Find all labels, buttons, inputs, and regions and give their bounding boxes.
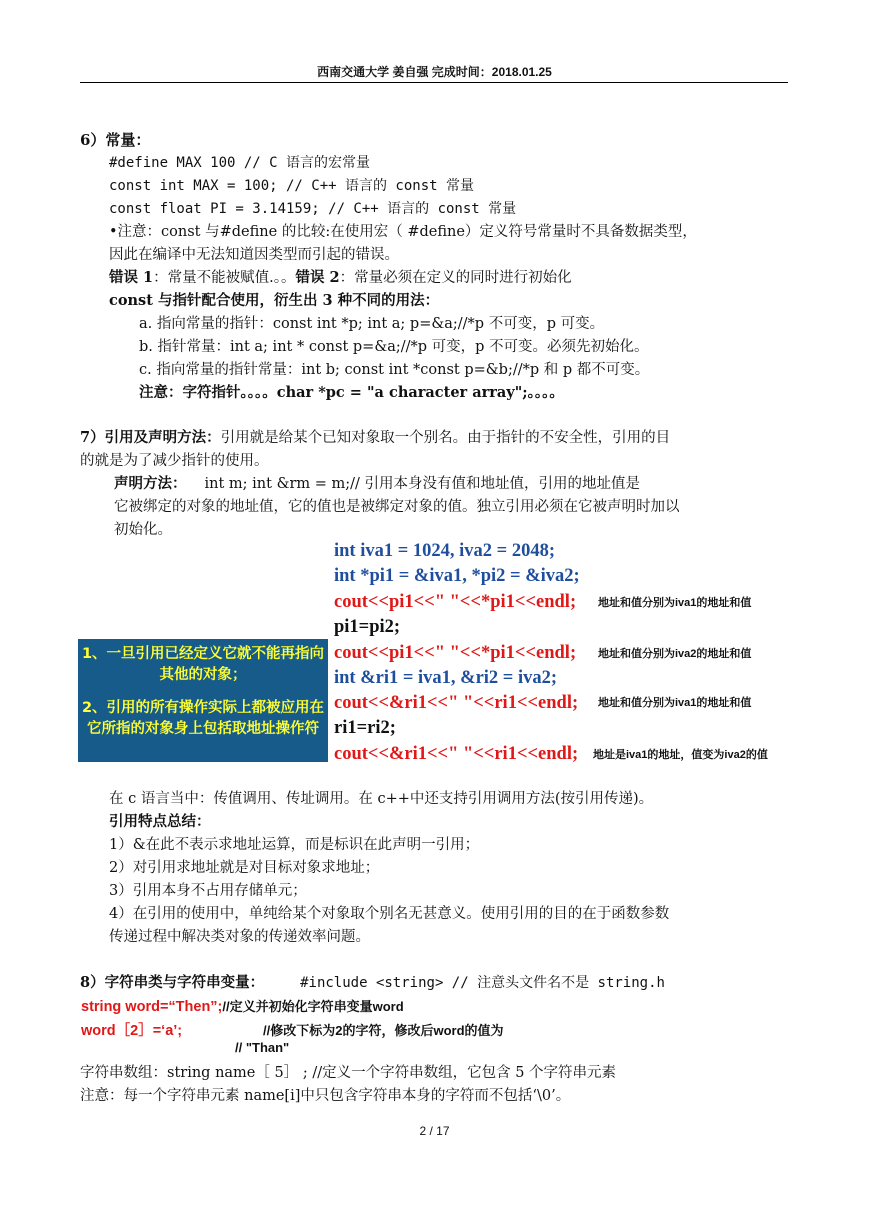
section-6-title: 6）常量： — [80, 131, 151, 149]
code-line-6: int &ri1 = iva1, &ri2 = iva2; — [334, 668, 558, 688]
code-line-9: cout<<&ri1<<" "<<ri1<<endl; — [334, 744, 579, 764]
code-line-4: pi1=pi2; — [334, 617, 401, 637]
feature-4-line2: 传递过程中解决类对象的传递效率问题。 — [109, 929, 370, 945]
string-array-line: 字符串数组：string name［ 5］ ; //定义一个字符串数组，它包含 5 个字符串元素 — [80, 1065, 617, 1081]
error-1-text: ：常量不能被赋值.。。 — [153, 270, 296, 286]
page-number: 2 / 17 — [419, 1124, 450, 1138]
feature-2: 2）对引用求地址就是对目标对象求地址； — [109, 860, 380, 876]
code-line-5: cout<<pi1<<" "<<*pi1<<endl; — [334, 643, 577, 663]
section-7-title: 7）引用及声明方法： — [80, 429, 221, 446]
s6-line-const-float: const float PI = 3.14159; // C++ 语言的 const 常量 — [109, 201, 517, 217]
reference-callout-box — [78, 639, 328, 762]
string-init-comment: //定义并初始化字符串变量word — [222, 999, 404, 1014]
declaration-text: int m; int &rm = m;// 引用本身没有值和地址值，引用的地址值是 — [204, 476, 641, 492]
code-note-3: 地址和值分别为iva1的地址和值 — [598, 597, 752, 609]
code-line-2: int *pi1 = &iva1, *pi2 = &iva2; — [334, 566, 580, 586]
error-2-label: 错误 2 — [295, 269, 340, 286]
section-7-intro-text: 引用就是给某个已知对象取一个别名。由于指针的不安全性，引用的目 — [220, 430, 671, 446]
feature-3: 3）引用本身不占用存储单元； — [109, 883, 307, 899]
string-init-line — [81, 996, 404, 1015]
s6-errors-line — [109, 268, 572, 288]
code-line-1: int iva1 = 1024, iva2 = 2048; — [334, 541, 555, 561]
section-8-title: 8）字符串类与字符串变量： — [80, 974, 265, 991]
section-7-intro-line1 — [80, 428, 670, 448]
s6-line-define: #define MAX 100 // C 语言的宏常量 — [109, 155, 371, 171]
const-pointer-b: b. 指针常量：int a; int * const p=&a;//*p 可变，p 不可变。必须先初始化。 — [139, 339, 649, 355]
code-note-9: 地址是iva1的地址，值变为iva2的值 — [593, 749, 768, 761]
code-note-5: 地址和值分别为iva2的地址和值 — [598, 648, 752, 660]
s6-line-const-int: const int MAX = 100; // C++ 语言的 const 常量 — [109, 178, 475, 194]
include-directive: #include <string> // 注意头文件名不是 string.h — [300, 975, 665, 991]
const-pointer-a: a. 指向常量的指针：const int *p; int a; p=&a;//*p 不可变，p 可变。 — [139, 316, 605, 332]
code-line-7: cout<<&ri1<<" "<<ri1<<endl; — [334, 693, 579, 713]
section-8-line — [80, 973, 665, 993]
page-header: 西南交通大学 姜自强 完成时间：2018.01.25 — [317, 65, 552, 79]
char-pointer-note: 注意：字符指针。。。。char *pc = "a character array";。。。。 — [139, 384, 564, 401]
code-line-3: cout<<pi1<<" "<<*pi1<<endl; — [334, 592, 577, 612]
const-pointer-c: c. 指向常量的指针常量：int b; const int *const p=&b;//*p 和 p 都不可变。 — [139, 362, 650, 378]
declaration-line1 — [114, 474, 640, 494]
declaration-line3: 初始化。 — [114, 522, 172, 538]
declaration-label: 声明方法： — [114, 475, 187, 492]
feature-1: 1）&在此不表示求地址运算，而是标识在此声明一引用； — [109, 837, 480, 853]
string-modify-comment: //修改下标为2的字符，修改后word的值为 — [263, 1023, 504, 1038]
error-2-text: ：常量必须在定义的同时进行初始化 — [339, 270, 572, 286]
const-pointer-title: const 与指针配合使用，衍生出 3 种不同的用法： — [109, 292, 440, 309]
code-note-7: 地址和值分别为iva1的地址和值 — [598, 697, 752, 709]
header-rule — [80, 82, 788, 83]
string-array-note: 注意：每一个字符串元素 name[i]中只包含字符串本身的字符而不包括‘\0’。 — [80, 1088, 571, 1104]
section-7-intro-line2: 的就是为了减少指针的使用。 — [80, 453, 269, 469]
string-init-code: string word=“Then”; — [81, 999, 223, 1015]
declaration-line2: 它被绑定的对象的地址值，它的值也是被绑定对象的值。独立引用必须在它被声明时加以 — [114, 499, 680, 515]
s6-note-line2: 因此在编译中无法知道因类型而引起的错误。 — [109, 247, 399, 263]
call-methods-line: 在 c 语言当中：传值调用、传址调用。在 c++中还支持引用调用方法(按引用传递)。 — [109, 791, 654, 807]
callout-point-1: 1、一旦引用已经定义它就不能再指向其他的对象； — [81, 646, 325, 683]
error-1-label: 错误 1 — [109, 269, 154, 286]
reference-features-title: 引用特点总结： — [109, 813, 211, 830]
code-line-8: ri1=ri2; — [334, 718, 396, 738]
string-modify-code: word［2］=‘a’; — [81, 1023, 183, 1039]
callout-point-2: 2、引用的所有操作实际上都被应用在它所指的对象身上包括取地址操作符 — [81, 700, 325, 737]
string-modify-result: // "Than" — [235, 1040, 290, 1055]
s6-note-line1: •注意：const 与#define 的比较:在使用宏（ #define）定义符号常量时不具备数据类型， — [109, 224, 697, 240]
feature-4-line1: 4）在引用的使用中，单纯给某个对象取个别名无甚意义。使用引用的目的在于函数参数 — [109, 906, 670, 922]
